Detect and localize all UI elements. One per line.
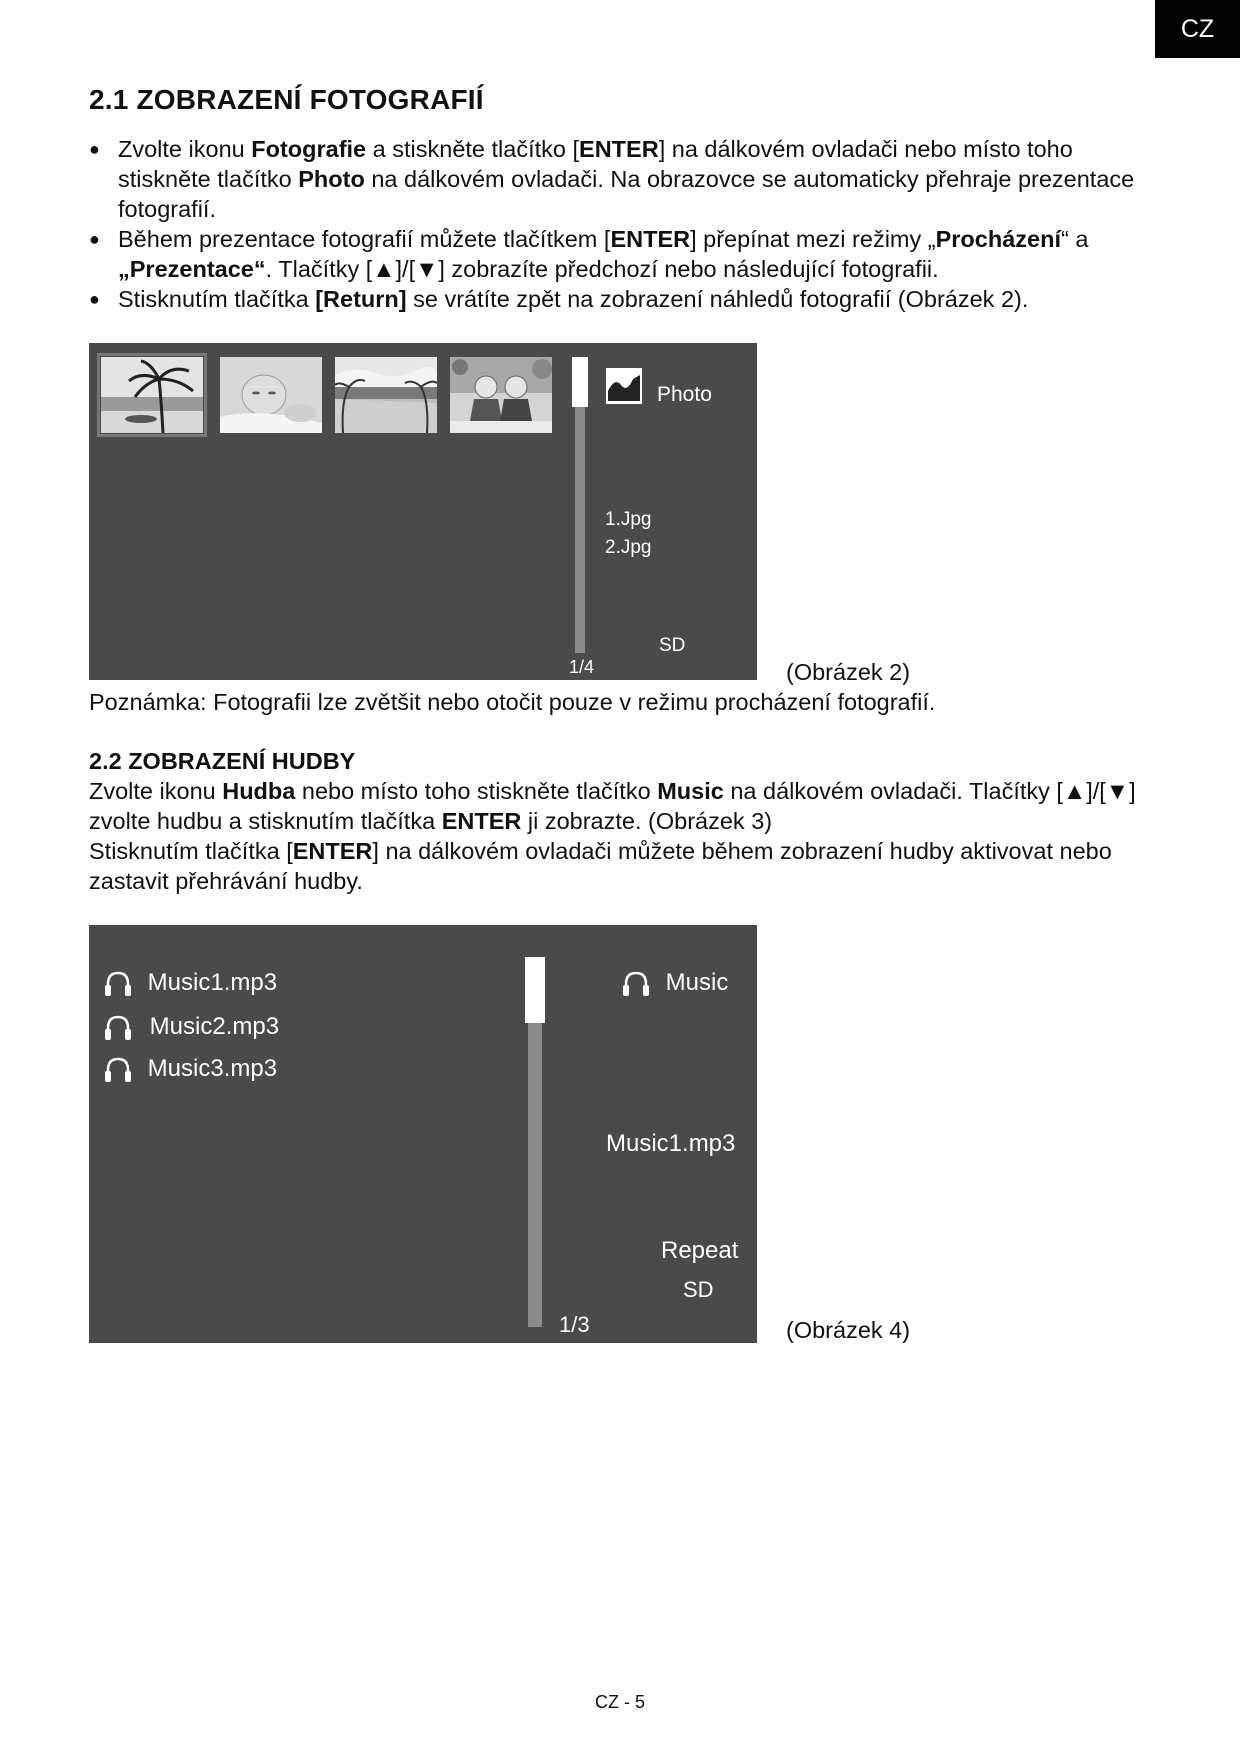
headphones-icon [621,969,651,999]
track-list-item[interactable] [103,969,277,999]
track-list-item[interactable] [103,1013,279,1043]
figure-caption-2: (Obrázek 2) [786,659,911,685]
photo-scrollbar[interactable] [575,357,585,653]
track-name: Music2.mp3 [149,1013,280,1041]
repeat-mode-label[interactable]: Repeat [661,1237,739,1264]
headphones-icon [103,1055,133,1085]
track-name: Music3.mp3 [147,1055,278,1083]
page-indicator: 1/4 [569,657,595,677]
instruction-bullet: ● Během prezentace fotografií můžete tlačítkem [ENTER] přepínat mezi režimy „Procházení“ a „Prezentace“. Tlačítky [▲]/[▼] zobrazíte předchozí nebo následující fotografii. [89,224,1149,284]
photo-mode-label: Photo [657,383,712,406]
photo-file-2[interactable]: 2.Jpg [605,537,652,558]
photo-browser-screenshot [89,343,757,680]
section-title-music: 2.2 ZOBRAZENÍ HUDBY [89,748,356,774]
photo-instructions-list [89,134,1149,314]
music-mode-header [621,969,728,999]
music-scrollbar[interactable] [528,957,542,1327]
track-name: Music1.mp3 [147,969,278,997]
beach-landscape-thumbnail[interactable] [335,357,437,433]
headphones-icon [103,1013,133,1043]
music-mode-label: Music [665,969,729,997]
page-number: CZ - 5 [594,1692,645,1712]
instruction-bullet: ● Zvolte ikonu Fotografie a stiskněte tlačítko [ENTER] na dálkovém ovladači nebo místo toho stiskněte tlačítko Photo na dálkovém ovladači. Na obrazovce se automaticky přehraje prezentace fotografií. [89,134,1149,224]
track-list-item[interactable] [103,1055,277,1085]
music-scrollbar-thumb[interactable] [525,957,545,1023]
music-instructions: Zvolte ikonu Hudba nebo místo toho stiskněte tlačítko Music na dálkovém ovladači. Tlačítky [▲]/[▼] zvolte hudbu a stisknutím tlačítka ENTER ji zobrazte. (Obrázek 3) Stisknutím tlačítka [ENTER] na dálkovém ovladači můžete během zobrazení hudby aktivovat nebo zastavit přehrávání hudby. [89,778,1136,894]
current-track-label: Music1.mp3 [606,1130,736,1157]
storage-label: SD [659,635,686,656]
instruction-bullet: ● Stisknutím tlačítka [Return] se vrátíte zpět na zobrazení náhledů fotografií (Obrázek 2). [89,284,1149,314]
photo-scrollbar-thumb[interactable] [572,357,588,407]
photo-file-1[interactable]: 1.Jpg [605,509,652,530]
music-browser-screenshot [89,925,757,1343]
language-tab: CZ [1155,0,1240,58]
photo-note: Poznámka: Fotografii lze zvětšit nebo otočit pouze v režimu procházení fotografií. [89,689,936,715]
headphones-icon [103,969,133,999]
children-thumbnail[interactable] [450,357,552,433]
palm-beach-thumbnail[interactable] [101,357,203,433]
photo-mode-icon [605,367,643,405]
storage-label: SD [683,1277,714,1302]
sleeping-baby-thumbnail[interactable] [220,357,322,433]
figure-caption-4: (Obrázek 4) [786,1317,911,1343]
page-indicator: 1/3 [559,1312,590,1337]
section-title-photos: 2.1 ZOBRAZENÍ FOTOGRAFIÍ [89,84,484,115]
